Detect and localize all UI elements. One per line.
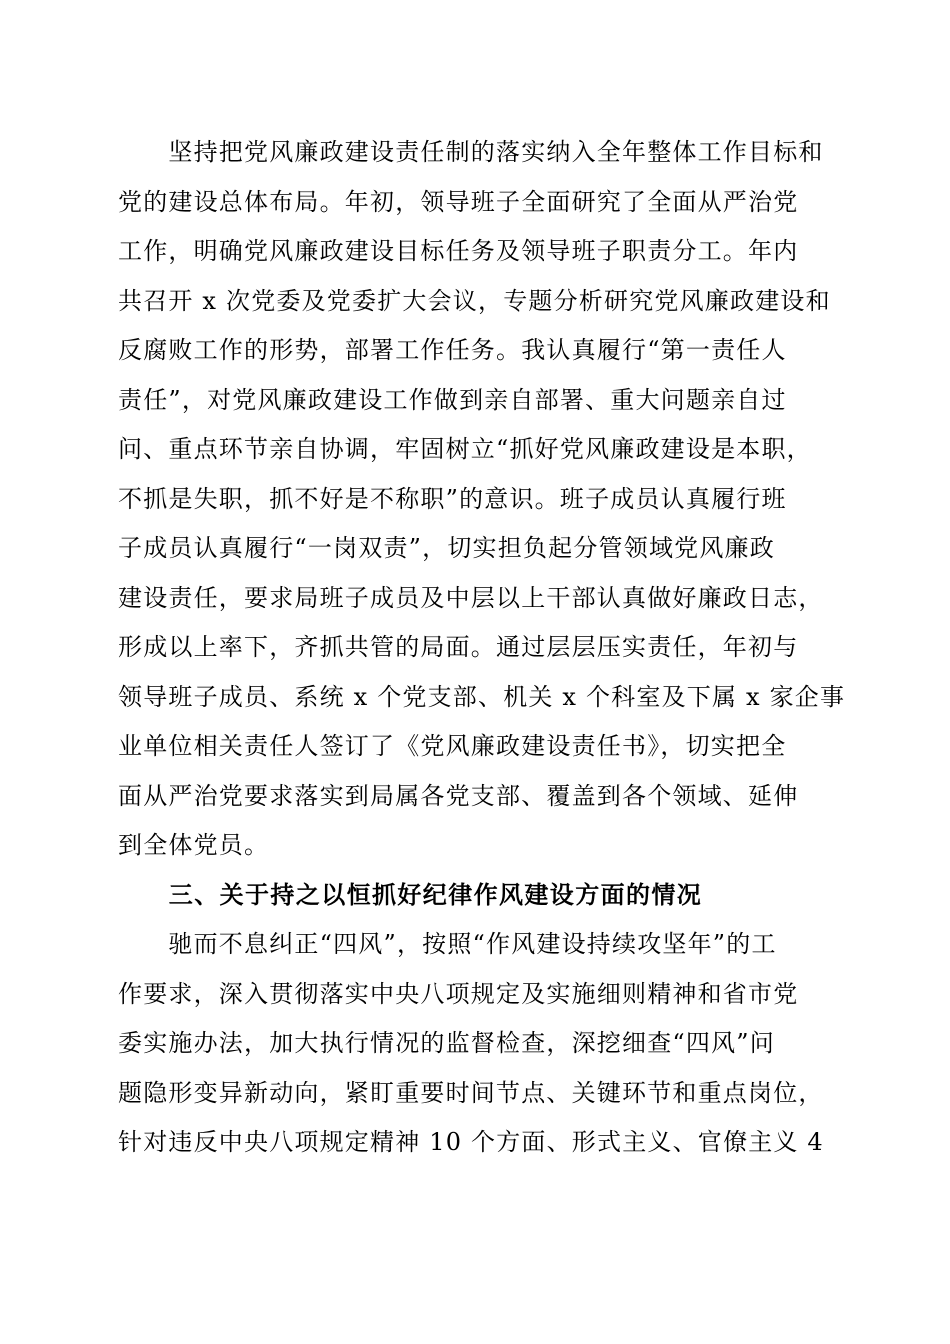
paragraph-line-18: 作要求，深入贯彻落实中央八项规定及实施细则精神和省市党 [118,979,799,1008]
paragraph-line-11: 形成以上率下，齐抓共管的局面。通过层层压实责任，年初与 [118,633,799,661]
paragraph-line-6: 责任”，对党风廉政建设工作做到亲自部署、重大问题亲自过 [118,385,787,414]
section-heading: 三、关于持之以恒抓好纪律作风建设方面的情况 [118,880,703,909]
document-body [118,128,846,1168]
paragraph-line-7: 问、重点环节亲自协调，牢固树立“抓好党风廉政建设是本职， [118,435,812,463]
paragraph-line-10: 建设责任，要求局班子成员及中层以上干部认真做好廉政日志， [118,583,824,612]
paragraph-line-2: 党的建设总体布局。年初，领导班子全面研究了全面从严治党 [118,187,799,216]
paragraph-line-12: 领导班子成员、系统 x 个党支部、机关 x 个科室及下属 x 家企事 [118,682,846,711]
paragraph-line-5: 反腐败工作的形势，部署工作任务。我认真履行“第一责任人 [118,336,787,364]
paragraph-line-20: 题隐形变异新动向，紧盯重要时间节点、关键环节和重点岗位， [118,1078,824,1107]
paragraph-line-4: 共召开 x 次党委及党委扩大会议，专题分析研究党风廉政建设和 [118,286,831,315]
paragraph-line-3: 工作，明确党风廉政建设目标任务及领导班子职责分工。年内 [118,237,799,265]
paragraph-line-8: 不抓是失职，抓不好是不称职”的意识。班子成员认真履行班 [118,484,787,513]
paragraph-line-14: 面从严治党要求落实到局属各党支部、覆盖到各个领域、延伸 [118,781,799,810]
paragraph-line-17: 驰而不息纠正“四风”，按照“作风建设持续攻坚年”的工 [118,930,777,958]
paragraph-line-19: 委实施办法，加大执行情况的监督检查，深挖细查“四风”问 [118,1029,775,1057]
paragraph-line-21: 针对违反中央八项规定精神 10 个方面、形式主义、官僚主义 4 [118,1128,824,1156]
paragraph-line-9: 子成员认真履行“一岗双责”，切实担负起分管领域党风廉政 [118,534,775,562]
paragraph-line-13: 业单位相关责任人签订了《党风廉政建设责任书》，切实把全 [118,732,787,760]
paragraph-line-15: 到全体党员。 [118,831,270,859]
paragraph-line-1: 坚持把党风廉政建设责任制的落实纳入全年整体工作目标和 [118,138,824,166]
